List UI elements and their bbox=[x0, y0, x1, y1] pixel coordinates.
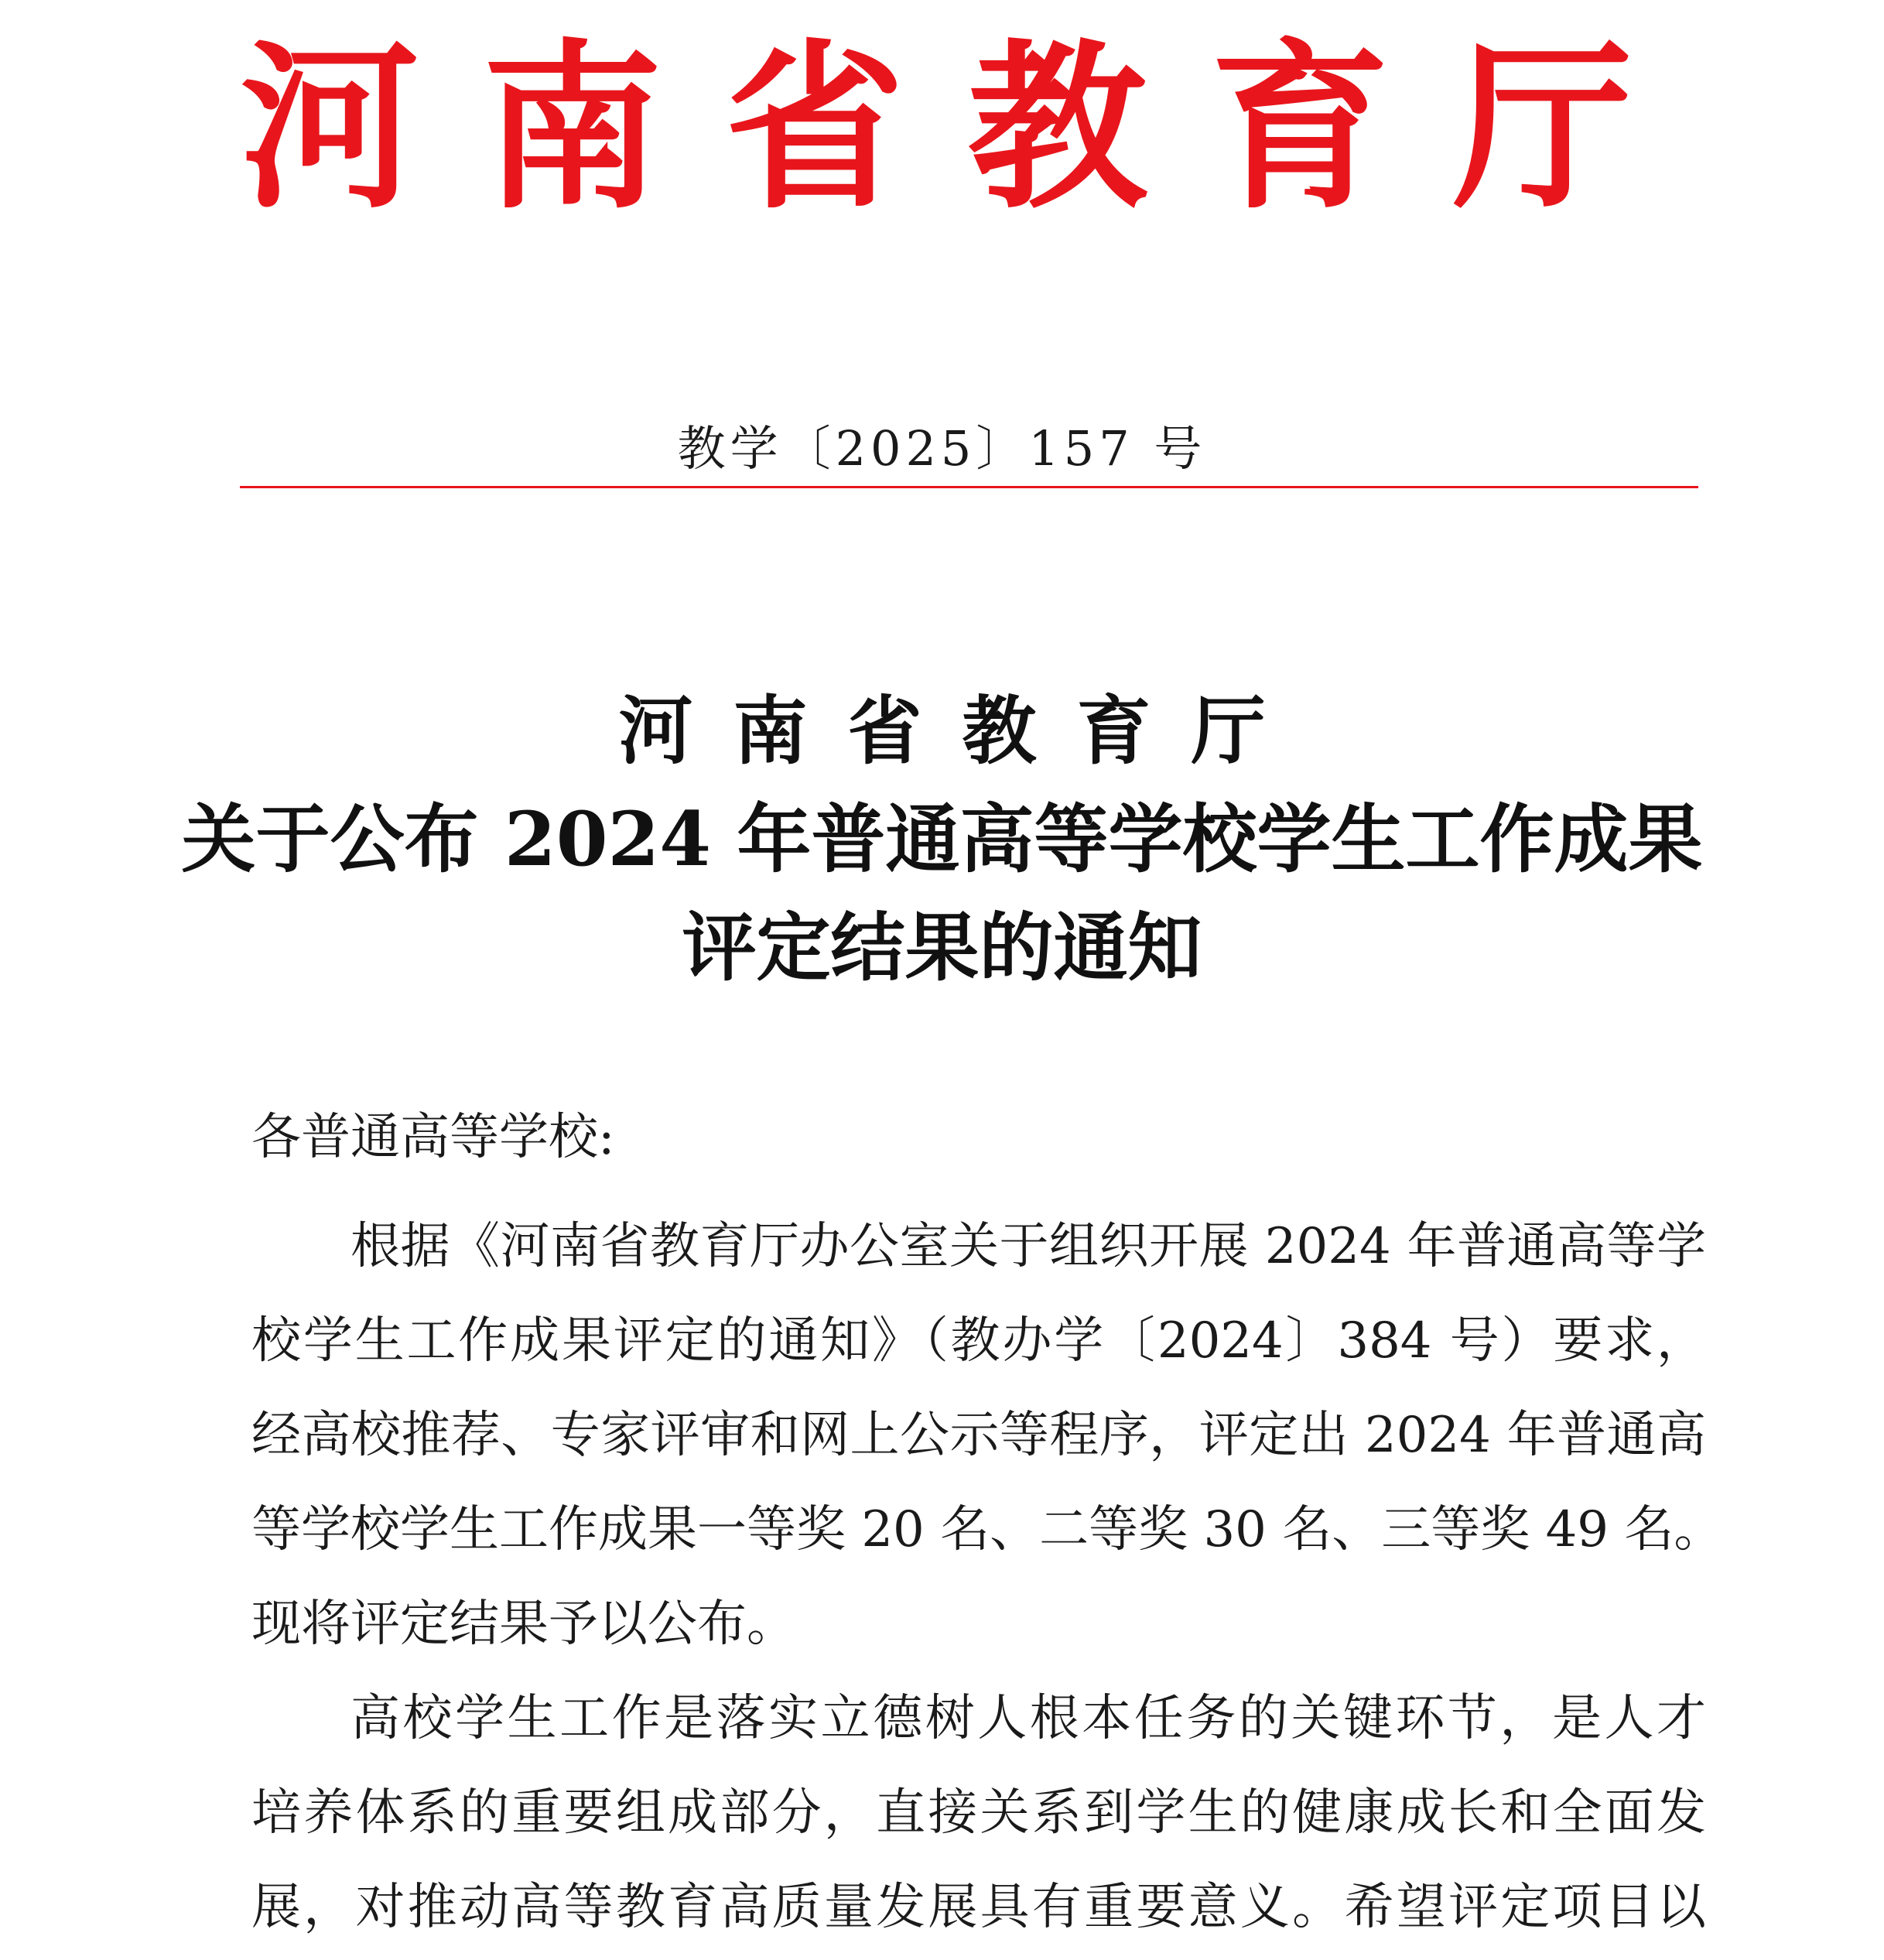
paragraph-line: 展，对推动高等教育高质量发展具有重要意义。希望评定项目以 bbox=[251, 1879, 1706, 1936]
red-divider-line bbox=[240, 486, 1698, 488]
salutation: 各普通高等学校: bbox=[251, 1109, 615, 1166]
issuer-masthead bbox=[240, 22, 1633, 233]
paragraph-line: 培养体系的重要组成部分，直接关系到学生的健康成长和全面发 bbox=[251, 1784, 1706, 1842]
paragraph-line: 高校学生工作是落实立德树人根本任务的关键环节，是人才 bbox=[350, 1690, 1706, 1747]
paragraph-line: 现将评定结果予以公布。 bbox=[251, 1596, 796, 1653]
paragraph-line: 校学生工作成果评定的通知》（教办学〔2024〕384 号）要求， bbox=[251, 1312, 1706, 1370]
body-paragraph-2 bbox=[251, 1671, 1706, 1955]
document-number: 教学〔2025〕157 号 bbox=[677, 420, 1207, 477]
title-subject: 关于公布 2024 年普通高等学校学生工作成果 bbox=[181, 795, 1703, 883]
paragraph-line: 等学校学生工作成果一等奖 20 名、二等奖 30 名、三等奖 49 名。 bbox=[251, 1501, 1724, 1558]
masthead-char: 省 bbox=[725, 22, 905, 233]
masthead-char: 河 bbox=[240, 22, 420, 233]
masthead-char: 厅 bbox=[1452, 22, 1633, 233]
paragraph-line: 根据《河南省教育厅办公室关于组织开展 2024 年普通高等学 bbox=[350, 1218, 1706, 1275]
title-subject-cont: 评定结果的通知 bbox=[682, 904, 1202, 991]
masthead-char: 育 bbox=[1210, 22, 1390, 233]
body-paragraph-1 bbox=[251, 1199, 1724, 1671]
masthead-char: 教 bbox=[967, 22, 1147, 233]
masthead-char: 南 bbox=[482, 22, 662, 233]
title-issuer: 河南省教育厅 bbox=[618, 687, 1306, 775]
paragraph-line: 经高校推荐、专家评审和网上公示等程序，评定出 2024 年普通高 bbox=[251, 1407, 1706, 1464]
